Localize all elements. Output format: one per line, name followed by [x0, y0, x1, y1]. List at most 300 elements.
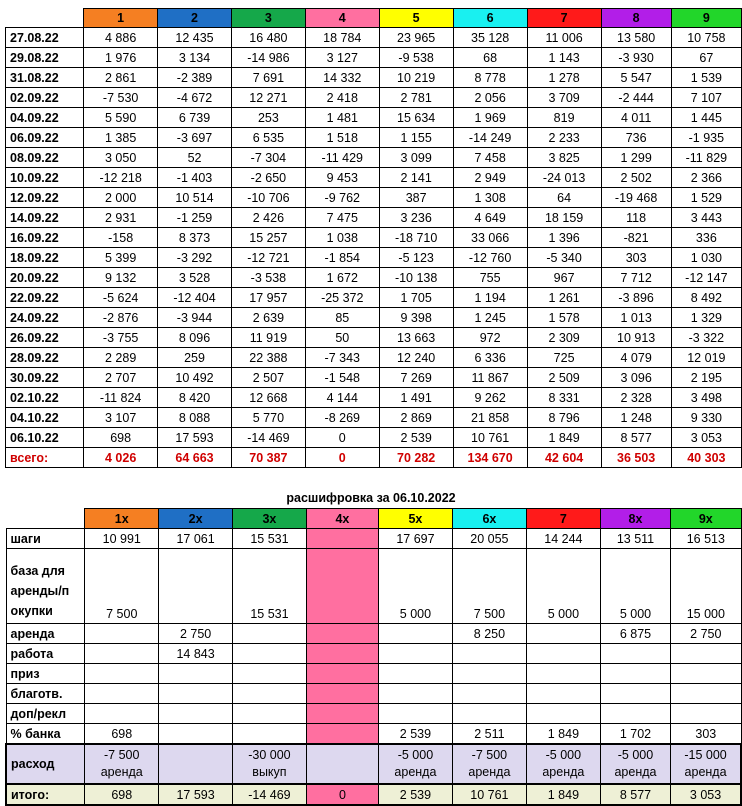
value-cell: 3 443 [671, 208, 741, 228]
value-cell: 1 529 [671, 188, 741, 208]
expense-cell [526, 744, 600, 784]
value-cell: -3 755 [84, 328, 158, 348]
value-cell: -14 986 [231, 48, 305, 68]
value-cell: 22 388 [231, 348, 305, 368]
breakdown-value-cell: 17 061 [159, 529, 233, 549]
date-cell: 12.09.22 [6, 188, 84, 208]
value-cell: 8 577 [601, 428, 671, 448]
value-cell: 725 [527, 348, 601, 368]
value-cell: 85 [305, 308, 379, 328]
table-row [6, 208, 742, 228]
value-cell: 3 127 [305, 48, 379, 68]
value-cell: 5 399 [84, 248, 158, 268]
breakdown-total-cell: 698 [85, 784, 159, 805]
value-cell: 1 481 [305, 108, 379, 128]
value-cell: -10 706 [231, 188, 305, 208]
value-cell: 259 [158, 348, 232, 368]
value-cell: 1 308 [453, 188, 527, 208]
date-cell: 08.09.22 [6, 148, 84, 168]
value-cell: -12 760 [453, 248, 527, 268]
value-cell: -3 322 [671, 328, 741, 348]
date-cell: 22.09.22 [6, 288, 84, 308]
value-cell: -3 896 [601, 288, 671, 308]
value-cell: 1 261 [527, 288, 601, 308]
breakdown-value-cell [600, 704, 670, 724]
value-cell: 2 366 [671, 168, 741, 188]
breakdown-value-cell [378, 624, 452, 644]
value-cell: -14 469 [231, 428, 305, 448]
value-cell: -1 403 [158, 168, 232, 188]
breakdown-value-cell [378, 704, 452, 724]
value-cell: 5 770 [231, 408, 305, 428]
value-cell: -3 697 [158, 128, 232, 148]
expense-note: аренда [542, 765, 585, 779]
value-cell: 1 248 [601, 408, 671, 428]
breakdown-column-header-3: 3х [232, 509, 306, 529]
breakdown-value-cell [306, 664, 378, 684]
value-cell: 2 426 [231, 208, 305, 228]
value-cell: 2 195 [671, 368, 741, 388]
breakdown-value-cell [671, 704, 741, 724]
value-cell: -2 650 [231, 168, 305, 188]
value-cell: 8 492 [671, 288, 741, 308]
value-cell: 8 096 [158, 328, 232, 348]
expense-amount: -15 000 [684, 748, 727, 762]
breakdown-value-cell [378, 684, 452, 704]
expense-amount: -5 000 [545, 748, 582, 762]
breakdown-value-cell: 5 000 [378, 549, 452, 624]
value-cell: 1 013 [601, 308, 671, 328]
value-cell: 0 [305, 428, 379, 448]
total-value-cell: 42 604 [527, 448, 601, 468]
breakdown-row-label: благотв. [6, 684, 85, 704]
value-cell: -5 624 [84, 288, 158, 308]
total-value-cell: 36 503 [601, 448, 671, 468]
value-cell: 1 194 [453, 288, 527, 308]
breakdown-value-cell [600, 664, 670, 684]
total-label: всего: [6, 448, 84, 468]
breakdown-value-cell: 2 750 [159, 624, 233, 644]
value-cell: 1 976 [84, 48, 158, 68]
table-row [6, 268, 742, 288]
value-cell: 9 453 [305, 168, 379, 188]
breakdown-value-cell: 8 250 [452, 624, 526, 644]
breakdown-total-cell: 2 539 [378, 784, 452, 805]
breakdown-value-cell: 7 500 [452, 549, 526, 624]
breakdown-value-cell [306, 624, 378, 644]
expense-amount: -5 000 [397, 748, 434, 762]
value-cell: 9 132 [84, 268, 158, 288]
value-cell: 967 [527, 268, 601, 288]
expense-note: аренда [468, 765, 511, 779]
table-row [6, 68, 742, 88]
value-cell: 819 [527, 108, 601, 128]
value-cell: -3 292 [158, 248, 232, 268]
value-cell: 8 796 [527, 408, 601, 428]
value-cell: 11 919 [231, 328, 305, 348]
value-cell: 18 159 [527, 208, 601, 228]
value-cell: 8 331 [527, 388, 601, 408]
value-cell: 12 668 [231, 388, 305, 408]
value-cell: 9 330 [671, 408, 741, 428]
value-cell: 8 778 [453, 68, 527, 88]
breakdown-value-cell [232, 624, 306, 644]
value-cell: 1 445 [671, 108, 741, 128]
value-cell: 4 079 [601, 348, 671, 368]
column-header-7: 7 [527, 9, 601, 28]
value-cell: -8 269 [305, 408, 379, 428]
breakdown-value-cell [85, 644, 159, 664]
value-cell: 2 502 [601, 168, 671, 188]
value-cell: 2 707 [84, 368, 158, 388]
value-cell: 8 420 [158, 388, 232, 408]
breakdown-value-cell: 20 055 [452, 529, 526, 549]
corner-cell [6, 9, 84, 28]
value-cell: -9 762 [305, 188, 379, 208]
value-cell: -12 404 [158, 288, 232, 308]
expense-note: аренда [394, 765, 437, 779]
value-cell: 1 672 [305, 268, 379, 288]
total-value-cell: 134 670 [453, 448, 527, 468]
breakdown-value-cell: 14 843 [159, 644, 233, 664]
value-cell: 118 [601, 208, 671, 228]
value-cell: 8 088 [158, 408, 232, 428]
value-cell: 4 011 [601, 108, 671, 128]
total-value-cell: 4 026 [84, 448, 158, 468]
breakdown-value-cell: 303 [671, 724, 741, 745]
value-cell: 15 257 [231, 228, 305, 248]
value-cell: 1 539 [671, 68, 741, 88]
value-cell: -5 123 [379, 248, 453, 268]
expense-note: аренда [614, 765, 657, 779]
expense-cell [671, 744, 741, 784]
value-cell: -12 218 [84, 168, 158, 188]
breakdown-value-cell [159, 549, 233, 624]
table-row [6, 88, 742, 108]
breakdown-value-cell [306, 644, 378, 664]
date-cell: 24.09.22 [6, 308, 84, 328]
date-cell: 06.10.22 [6, 428, 84, 448]
value-cell: 35 128 [453, 28, 527, 48]
value-cell: 2 509 [527, 368, 601, 388]
breakdown-value-cell [378, 664, 452, 684]
breakdown-value-cell [306, 704, 378, 724]
daily-results-table [5, 8, 742, 468]
table-row [6, 308, 742, 328]
breakdown-table [5, 508, 742, 806]
expense-cell [306, 744, 378, 784]
expense-note: аренда [684, 765, 727, 779]
value-cell: 3 050 [84, 148, 158, 168]
value-cell: 1 705 [379, 288, 453, 308]
date-cell: 28.09.22 [6, 348, 84, 368]
value-cell: 50 [305, 328, 379, 348]
value-cell: 972 [453, 328, 527, 348]
breakdown-value-cell [671, 664, 741, 684]
breakdown-value-cell [452, 684, 526, 704]
value-cell: -10 138 [379, 268, 453, 288]
breakdown-value-cell: 10 991 [85, 529, 159, 549]
value-cell: 7 107 [671, 88, 741, 108]
value-cell: -1 259 [158, 208, 232, 228]
value-cell: 12 435 [158, 28, 232, 48]
table-row [6, 188, 742, 208]
value-cell: -3 944 [158, 308, 232, 328]
breakdown-value-cell [85, 684, 159, 704]
value-cell: 13 580 [601, 28, 671, 48]
breakdown-value-cell: 6 875 [600, 624, 670, 644]
breakdown-row-label: доп/рекл [6, 704, 85, 724]
breakdown-column-header-4: 4х [306, 509, 378, 529]
breakdown-header-row [6, 509, 741, 529]
breakdown-value-cell: 16 513 [671, 529, 741, 549]
value-cell: -7 343 [305, 348, 379, 368]
breakdown-value-cell [159, 684, 233, 704]
expense-row [6, 744, 741, 784]
value-cell: 1 849 [527, 428, 601, 448]
value-cell: 7 269 [379, 368, 453, 388]
date-cell: 04.10.22 [6, 408, 84, 428]
breakdown-title: расшифровка за 06.10.2022 [286, 491, 456, 505]
breakdown-value-cell [526, 704, 600, 724]
value-cell: -821 [601, 228, 671, 248]
expense-cell [378, 744, 452, 784]
expense-cell [600, 744, 670, 784]
breakdown-value-cell: 14 244 [526, 529, 600, 549]
breakdown-value-cell: 1 702 [600, 724, 670, 745]
table-row [6, 328, 742, 348]
breakdown-row [6, 644, 741, 664]
value-cell: 2 869 [379, 408, 453, 428]
breakdown-value-cell [452, 644, 526, 664]
date-cell: 10.09.22 [6, 168, 84, 188]
date-cell: 14.09.22 [6, 208, 84, 228]
date-cell: 02.10.22 [6, 388, 84, 408]
table-row [6, 248, 742, 268]
breakdown-total-label: итого: [6, 784, 85, 805]
breakdown-value-cell [306, 724, 378, 745]
value-cell: 2 328 [601, 388, 671, 408]
value-cell: -11 824 [84, 388, 158, 408]
table-row [6, 128, 742, 148]
breakdown-value-cell [306, 529, 378, 549]
breakdown-row-label: приз [6, 664, 85, 684]
value-cell: 1 038 [305, 228, 379, 248]
value-cell: -3 538 [231, 268, 305, 288]
date-cell: 31.08.22 [6, 68, 84, 88]
total-row [6, 448, 742, 468]
value-cell: 12 240 [379, 348, 453, 368]
breakdown-value-cell [306, 549, 378, 624]
value-cell: 9 398 [379, 308, 453, 328]
breakdown-total-cell: -14 469 [232, 784, 306, 805]
value-cell: -25 372 [305, 288, 379, 308]
value-cell: 18 784 [305, 28, 379, 48]
value-cell: 13 663 [379, 328, 453, 348]
breakdown-value-cell [232, 704, 306, 724]
value-cell: 698 [84, 428, 158, 448]
value-cell: 2 233 [527, 128, 601, 148]
column-header-6: 6 [453, 9, 527, 28]
total-value-cell: 70 387 [231, 448, 305, 468]
value-cell: 6 336 [453, 348, 527, 368]
column-header-8: 8 [601, 9, 671, 28]
value-cell: 6 535 [231, 128, 305, 148]
breakdown-value-cell [671, 644, 741, 664]
value-cell: -2 444 [601, 88, 671, 108]
expense-note: аренда [100, 765, 143, 779]
breakdown-total-cell: 17 593 [159, 784, 233, 805]
breakdown-value-cell [159, 704, 233, 724]
value-cell: 336 [671, 228, 741, 248]
value-cell: 17 957 [231, 288, 305, 308]
breakdown-column-header-9: 9х [671, 509, 741, 529]
value-cell: 17 593 [158, 428, 232, 448]
breakdown-value-cell: 7 500 [85, 549, 159, 624]
value-cell: 2 861 [84, 68, 158, 88]
breakdown-column-header-6: 6х [452, 509, 526, 529]
value-cell: -1 548 [305, 368, 379, 388]
breakdown-value-cell [452, 704, 526, 724]
breakdown-row [6, 664, 741, 684]
expense-cell [452, 744, 526, 784]
value-cell: 1 278 [527, 68, 601, 88]
date-cell: 29.08.22 [6, 48, 84, 68]
value-cell: -7 304 [231, 148, 305, 168]
value-cell: 2 289 [84, 348, 158, 368]
breakdown-row [6, 684, 741, 704]
value-cell: 1 245 [453, 308, 527, 328]
value-cell: 1 143 [527, 48, 601, 68]
expense-cell [232, 744, 306, 784]
value-cell: 33 066 [453, 228, 527, 248]
column-header-3: 3 [231, 9, 305, 28]
value-cell: 1 396 [527, 228, 601, 248]
value-cell: 67 [671, 48, 741, 68]
header-row [6, 9, 742, 28]
expense-cell [159, 744, 233, 784]
breakdown-row [6, 624, 741, 644]
value-cell: 3 107 [84, 408, 158, 428]
breakdown-value-cell [526, 664, 600, 684]
corner-cell [6, 509, 85, 529]
value-cell: 10 492 [158, 368, 232, 388]
value-cell: 2 309 [527, 328, 601, 348]
value-cell: -158 [84, 228, 158, 248]
value-cell: 11 006 [527, 28, 601, 48]
breakdown-total-cell: 8 577 [600, 784, 670, 805]
value-cell: 3 528 [158, 268, 232, 288]
breakdown-value-cell: 5 000 [526, 549, 600, 624]
value-cell: 1 969 [453, 108, 527, 128]
expense-amount: -30 000 [248, 748, 291, 762]
breakdown-value-cell [85, 624, 159, 644]
table-row [6, 28, 742, 48]
breakdown-column-header-8: 8х [600, 509, 670, 529]
breakdown-value-cell [306, 684, 378, 704]
breakdown-total-row [6, 784, 741, 805]
breakdown-value-cell [526, 644, 600, 664]
value-cell: -3 930 [601, 48, 671, 68]
value-cell: 3 825 [527, 148, 601, 168]
breakdown-value-cell [232, 644, 306, 664]
date-cell: 16.09.22 [6, 228, 84, 248]
breakdown-value-cell [85, 704, 159, 724]
table-row [6, 168, 742, 188]
value-cell: 2 639 [231, 308, 305, 328]
value-cell: -9 538 [379, 48, 453, 68]
breakdown-column-header-1: 1х [85, 509, 159, 529]
value-cell: 2 931 [84, 208, 158, 228]
expense-amount: -7 500 [471, 748, 508, 762]
value-cell: -2 389 [158, 68, 232, 88]
value-cell: 2 949 [453, 168, 527, 188]
breakdown-total-cell: 0 [306, 784, 378, 805]
value-cell: 68 [453, 48, 527, 68]
value-cell: 7 691 [231, 68, 305, 88]
value-cell: 64 [527, 188, 601, 208]
value-cell: 4 649 [453, 208, 527, 228]
breakdown-value-cell: 1 849 [526, 724, 600, 745]
breakdown-value-cell: 15 531 [232, 529, 306, 549]
breakdown-value-cell [671, 684, 741, 704]
value-cell: -18 710 [379, 228, 453, 248]
breakdown-row [6, 529, 741, 549]
value-cell: -11 829 [671, 148, 741, 168]
total-value-cell: 40 303 [671, 448, 741, 468]
breakdown-column-header-2: 2х [159, 509, 233, 529]
value-cell: 3 709 [527, 88, 601, 108]
column-header-5: 5 [379, 9, 453, 28]
column-header-4: 4 [305, 9, 379, 28]
table-row [6, 288, 742, 308]
table-row [6, 388, 742, 408]
breakdown-value-cell [600, 684, 670, 704]
date-cell: 30.09.22 [6, 368, 84, 388]
value-cell: 5 590 [84, 108, 158, 128]
date-cell: 06.09.22 [6, 128, 84, 148]
table-row [6, 108, 742, 128]
breakdown-value-cell [378, 644, 452, 664]
value-cell: 1 329 [671, 308, 741, 328]
value-cell: -14 249 [453, 128, 527, 148]
value-cell: 3 236 [379, 208, 453, 228]
date-cell: 20.09.22 [6, 268, 84, 288]
breakdown-row [6, 704, 741, 724]
date-cell: 04.09.22 [6, 108, 84, 128]
column-header-1: 1 [84, 9, 158, 28]
value-cell: 3 134 [158, 48, 232, 68]
value-cell: 12 019 [671, 348, 741, 368]
value-cell: 1 030 [671, 248, 741, 268]
expense-amount: -5 000 [617, 748, 654, 762]
value-cell: 755 [453, 268, 527, 288]
breakdown-value-cell: 15 531 [232, 549, 306, 624]
breakdown-row-label: работа [6, 644, 85, 664]
column-header-2: 2 [158, 9, 232, 28]
value-cell: -7 530 [84, 88, 158, 108]
value-cell: 303 [601, 248, 671, 268]
value-cell: 1 578 [527, 308, 601, 328]
breakdown-value-cell [600, 644, 670, 664]
table-row [6, 228, 742, 248]
value-cell: 12 271 [231, 88, 305, 108]
breakdown-value-cell [159, 724, 233, 745]
breakdown-value-cell [159, 664, 233, 684]
value-cell: 387 [379, 188, 453, 208]
value-cell: -1 854 [305, 248, 379, 268]
value-cell: 3 099 [379, 148, 453, 168]
